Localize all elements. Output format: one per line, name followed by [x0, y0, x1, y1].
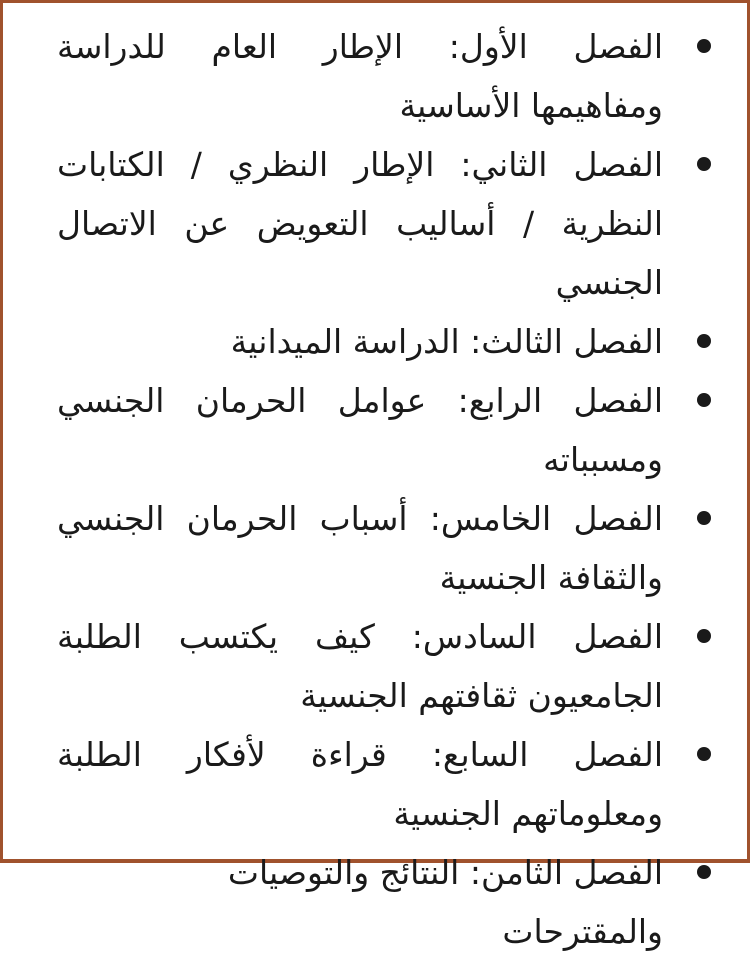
chapter-1-text: الفصل الأول: الإطار العام للدراسة ومفاهيمها الأساسية [57, 27, 663, 125]
bullet-icon [697, 747, 711, 761]
bullet-icon [697, 629, 711, 643]
chapter-item-3 [57, 312, 711, 371]
bullet-icon [697, 865, 711, 879]
chapter-2-text: الفصل الثاني: الإطار النظري / الكتابات النظرية / أساليب التعويض عن الاتصال الجنسي [57, 145, 663, 302]
chapter-6-text: الفصل السادس: كيف يكتسب الطلبة الجامعيون ثقافتهم الجنسية [57, 617, 663, 715]
bullet-icon [697, 393, 711, 407]
chapter-item-7 [57, 725, 711, 843]
chapter-5-text: الفصل الخامس: أسباب الحرمان الجنسي والثقافة الجنسية [57, 499, 663, 597]
chapter-item-4 [57, 371, 711, 489]
bullet-icon [697, 334, 711, 348]
chapter-4-text: الفصل الرابع: عوامل الحرمان الجنسي ومسبباته [57, 381, 663, 479]
chapter-8-text: الفصل الثامن: النتائج والتوصيات والمقترحات [227, 853, 663, 951]
chapter-item-5 [57, 489, 711, 607]
chapter-item-8 [57, 843, 711, 961]
bullet-icon [697, 511, 711, 525]
chapter-item-2 [57, 135, 711, 312]
chapter-list [57, 17, 711, 961]
bullet-icon [697, 157, 711, 171]
bullet-icon [697, 39, 711, 53]
chapter-7-text: الفصل السابع: قراءة لأفكار الطلبة ومعلوماتهم الجنسية [57, 735, 663, 833]
chapter-item-6 [57, 607, 711, 725]
chapter-3-text: الفصل الثالث: الدراسة الميدانية [230, 322, 663, 361]
chapter-item-1 [57, 17, 711, 135]
